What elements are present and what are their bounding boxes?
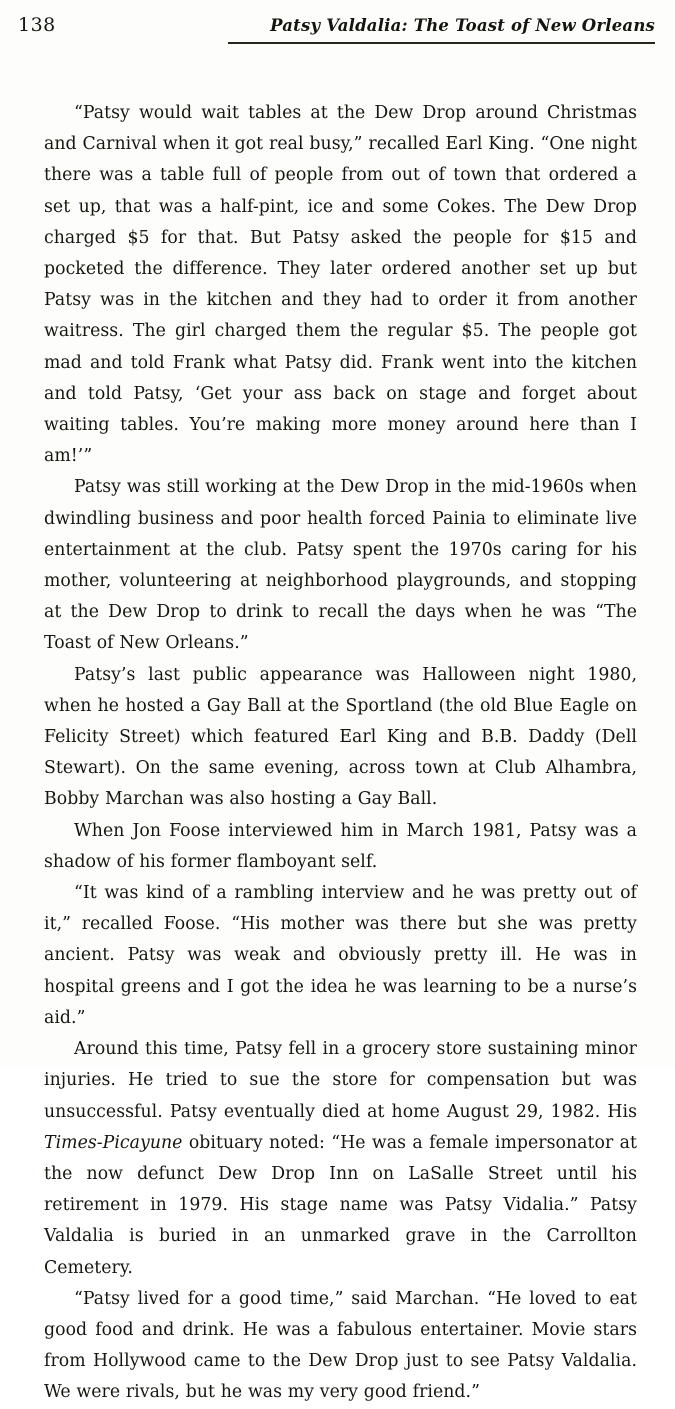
running-head [0, 0, 675, 58]
running-title: Patsy Valdalia: The Toast of New Orleans [270, 16, 655, 35]
paragraph: Patsy’s last public appearance was Halloween night 1980, when he hosted a Gay Ball at the Sportland (the old Blue Eagle on Felicity Street) which featured Earl King and B.B. Daddy (Dell Stewart). On the same evening, across town at Club Alhambra, Bobby Marchan was also hosting a Gay Ball. [44, 664, 637, 810]
paragraph: Patsy was still working at the Dew Drop in the mid-1960s when dwindling business and poor health forced Painia to eliminate live entertainment at the club. Patsy spent the 1970s caring for his mother, volunteering at neighborhood playgrounds, and stopping at the Dew Drop to drink to recall the days when he was “The Toast of New Orleans.” [44, 477, 637, 654]
paragraph: Around this time, Patsy fell in a grocery store sustaining minor injuries. He tried to sue the store for compensation but was unsuccessful. Patsy eventually died at home August 29, 1982. His Times-Picayune obituary noted: “He was a female impersonator at the now defunct Dew Drop Inn on LaSalle Street until his retirement in 1979. His stage name was Patsy Vidalia.” Patsy Valdalia is buried in an unmarked grave in the Carrollton Cemetery. [44, 1039, 637, 1278]
paragraph: “Patsy would wait tables at the Dew Drop around Christmas and Carnival when it got real busy,” recalled Earl King. “One night there was a table full of people from out of town that ordered a set up, that was a half-pint, ice and some Cokes. The Dew Drop charged $5 for that. But Patsy asked the people for $15 and pocketed the difference. They later ordered another set up but Patsy was in the kitchen and they had to order it from another waitress. The girl charged them the regular $5. The people got mad and told Frank what Patsy did. Frank went into the kitchen and told Patsy, ‘Get your ass back on stage and forget about waiting tables. You’re making more money around here than I am!’” [44, 103, 637, 467]
paragraph: When Jon Foose interviewed him in March 1981, Patsy was a shadow of his former flamboyant self. [44, 820, 637, 872]
page-body [44, 98, 637, 1409]
page-number: 138 [18, 14, 56, 36]
paragraph: “It was kind of a rambling interview and he was pretty out of it,” recalled Foose. “His mother was there but she was pretty ancient. Patsy was weak and obviously pretty ill. He was in hospital greens and I got the idea he was learning to be a nurse’s aid.” [44, 883, 637, 1028]
italic-run: Times-Picayune [44, 1132, 183, 1153]
header-rule [228, 42, 655, 44]
paragraph: “Patsy lived for a good time,” said Marchan. “He loved to eat good food and drink. He was a fabulous entertainer. Movie stars from Hollywood came to the Dew Drop just to see Patsy Valdalia. We were rivals, but he was my very good friend.” [44, 1288, 637, 1403]
